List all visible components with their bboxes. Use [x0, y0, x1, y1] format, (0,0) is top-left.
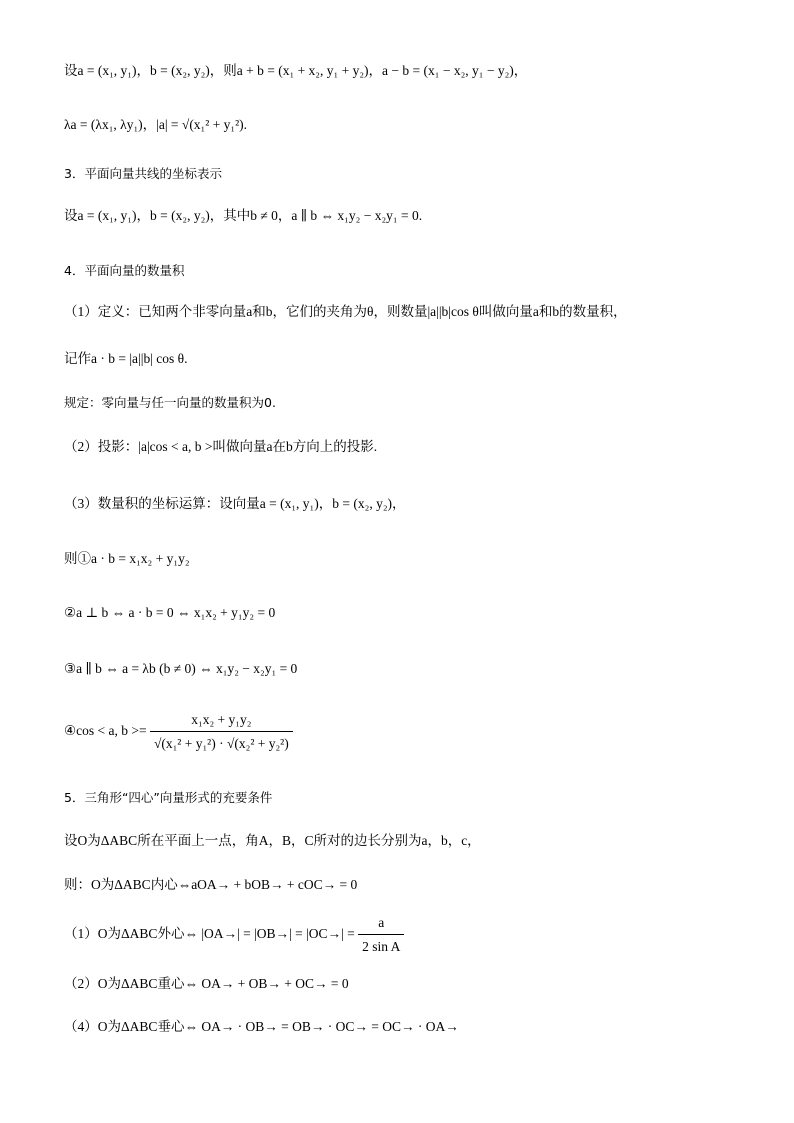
circumcenter-line [64, 913, 404, 957]
formula-4-prefix: ④cos < a, b >= [64, 723, 147, 739]
section-3-heading: 3．平面向量共线的坐标表示 [64, 166, 222, 181]
formula-4-fraction [150, 710, 293, 754]
dot-product-definition: （1）定义：已知两个非零向量a和b，它们的夹角为θ，则数量|a||b|cos θ叫做向量a和b的数量积， [64, 304, 627, 319]
incenter-line: 则：O为ΔABC内心⇔aOA→ + bOB→ + cOC→ = 0 [64, 877, 358, 892]
formula-4-numerator: x₁x₂ + y₁y₂ [150, 710, 293, 732]
scalar-magnitude-line: λa = (λx₁, λy₁)，|a| = √(x₁² + y₁²). [64, 117, 248, 132]
circumcenter-denominator: 2 sin A [362, 939, 401, 954]
formula-3-line: ③a ∥ b ⇔ a = λb (b ≠ 0) ⇔ x₁y₂ − x₂y₁ = 0 [64, 661, 298, 676]
circumcenter-numerator: a [358, 913, 404, 935]
vector-operations-line: 设a = (x₁, y₁)，b = (x₂, y₂)，则a + b = (x₁ + x₂, y₁ + y₂)，a − b = (x₁ − x₂, y₁ − y₂)， [64, 63, 528, 78]
dot-product-notation: 记作a · b = |a||b| cos θ. [64, 351, 188, 366]
circumcenter-fraction [358, 913, 404, 957]
circumcenter-prefix: （1）O为ΔABC外心⇔ |OA→| = |OB→| = |OC→| = [64, 926, 355, 942]
projection-line: （2）投影：|a|cos < a, b >叫做向量a在b方向上的投影. [64, 439, 378, 454]
formula-1-line: 则①a · b = x₁x₂ + y₁y₂ [64, 551, 190, 566]
centroid-line: （2）O为ΔABC重心⇔ OA→ + OB→ + OC→ = 0 [64, 976, 349, 991]
section-4-heading: 4．平面向量的数量积 [64, 263, 185, 278]
formula-4-line [64, 710, 293, 754]
section-5-heading: 5．三角形“四心”向量形式的充要条件 [64, 790, 273, 805]
triangle-setup-line: 设O为ΔABC所在平面上一点，角A，B，C所对的边长分别为a，b，c， [64, 833, 481, 848]
zero-vector-rule: 规定：零向量与任一向量的数量积为0. [64, 395, 276, 410]
orthocenter-line: （4）O为ΔABC垂心⇔ OA→ · OB→ = OB→ · OC→ = OC→ · OA→ [64, 1019, 459, 1034]
coordinate-operation-line: （3）数量积的坐标运算：设向量a = (x₁, y₁)，b = (x₂, y₂)， [64, 496, 406, 511]
collinear-condition-line: 设a = (x₁, y₁)，b = (x₂, y₂)，其中b ≠ 0，a ∥ b ⇔ x₁y₂ − x₂y₁ = 0. [64, 208, 423, 223]
formula-2-line: ②a ⊥ b ⇔ a · b = 0 ⇔ x₁x₂ + y₁y₂ = 0 [64, 605, 276, 620]
formula-4-denominator: √(x₁² + y₁²) · √(x₂² + y₂²) [153, 736, 289, 751]
